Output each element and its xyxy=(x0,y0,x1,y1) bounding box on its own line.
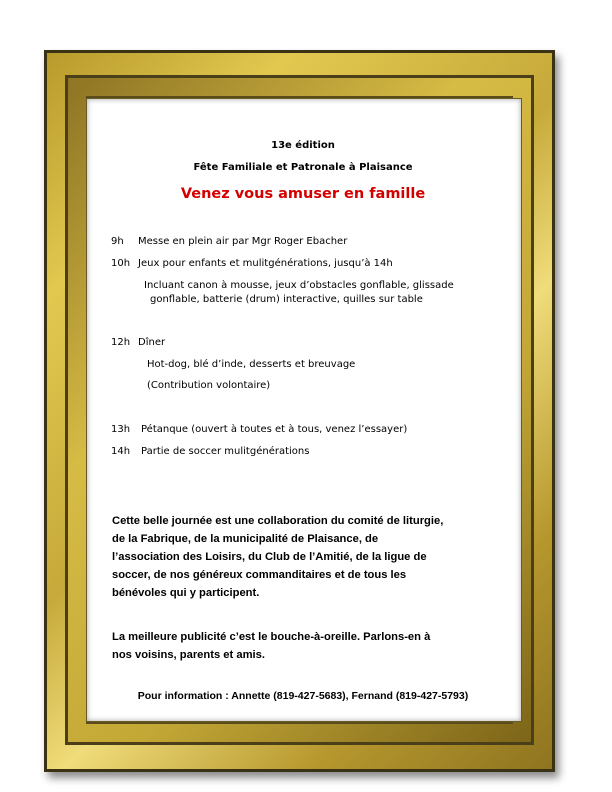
collaboration-line: l’association des Loisirs, du Club de l’Amitié, de la ligue de xyxy=(112,551,427,563)
schedule-text-14h: Partie de soccer mulitgénérations xyxy=(141,446,310,457)
collaboration-line: bénévoles qui y participent. xyxy=(112,587,260,599)
schedule-time-14h: 14h xyxy=(111,446,131,457)
schedule-detail-12h-line1: Hot-dog, blé d’inde, desserts et breuvage xyxy=(147,359,356,370)
event-subtitle: Fête Familiale et Patronale à Plaisance xyxy=(193,162,413,173)
event-headline: Venez vous amuser en famille xyxy=(180,186,426,202)
schedule-text-10h: Jeux pour enfants et mulitgénérations, jusqu’à 14h xyxy=(138,258,393,269)
collaboration-line: Cette belle journée est une collaboration du comité de liturgie, xyxy=(112,515,444,527)
schedule-detail-10h-line1: Incluant canon à mousse, jeux d’obstacles gonflable, glissade xyxy=(144,280,454,291)
collaboration-line: de la Fabrique, de la municipalité de Plaisance, de xyxy=(112,533,379,545)
publicity-paragraph xyxy=(112,628,481,664)
schedule-detail-10h-line2: gonflable, batterie (drum) interactive, quilles sur table xyxy=(150,294,423,305)
schedule-text-12h: Dîner xyxy=(138,337,166,348)
schedule-time-10h: 10h xyxy=(111,258,131,269)
collaboration-paragraph xyxy=(112,512,481,602)
schedule-text-13h: Pétanque (ouvert à toutes et à tous, venez l’essayer) xyxy=(141,424,408,435)
contact-info: Pour information : Annette (819-427-5683), Fernand (819-427-5793) xyxy=(137,690,469,702)
collaboration-line: soccer, de nos généreux commanditaires et de tous les xyxy=(112,569,407,581)
schedule-time-12h: 12h xyxy=(111,337,131,348)
publicity-line: nos voisins, parents et amis. xyxy=(112,649,265,661)
schedule-detail-12h-line2: (Contribution volontaire) xyxy=(147,380,271,391)
publicity-line: La meilleure publicité c’est le bouche-à-oreille. Parlons-en à xyxy=(112,631,431,643)
edition-label: 13e édition xyxy=(271,140,335,151)
schedule-time-13h: 13h xyxy=(111,424,131,435)
schedule-time-9h: 9h xyxy=(111,236,124,247)
schedule-text-9h: Messe en plein air par Mgr Roger Ebacher xyxy=(138,236,348,247)
